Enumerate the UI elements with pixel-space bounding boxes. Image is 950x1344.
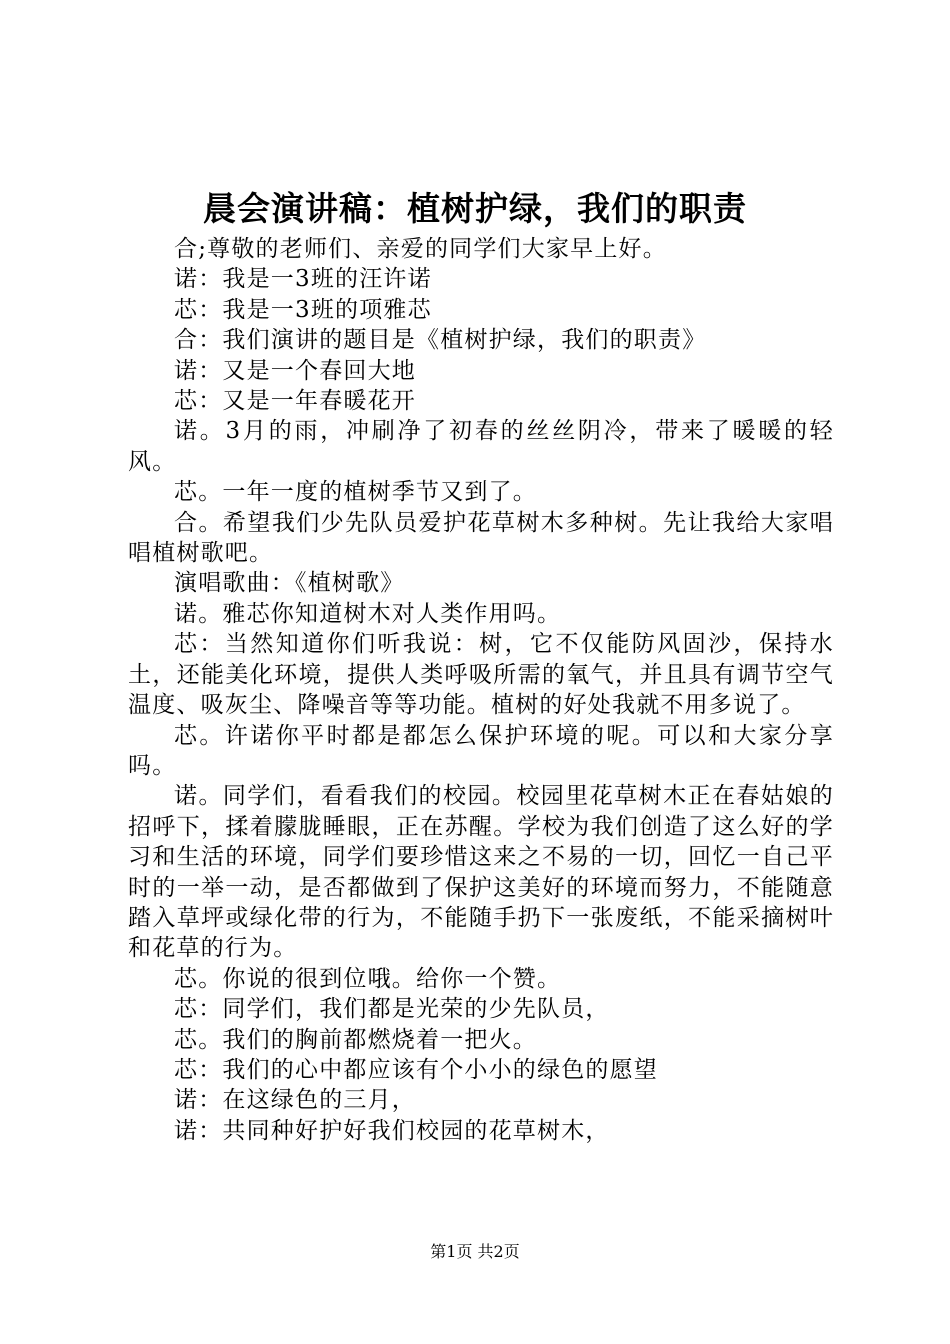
paragraph: 芯：我是一3班的项雅芯	[174, 296, 432, 323]
paragraph: 诺：我是一3班的汪许诺	[174, 266, 432, 293]
paragraph: 芯：又是一年春暖花开	[174, 388, 416, 415]
document-title: 晨会演讲稿：植树护绿，我们的职责	[203, 189, 747, 228]
page-number-footer: 第1页 共2页	[430, 1242, 520, 1261]
paragraph: 合。希望我们少先队员爱护花草树木多种树。先让我给大家唱唱植树歌吧。	[128, 509, 834, 567]
paragraph: 芯。许诺你平时都是都怎么保护环境的呢。可以和大家分享吗。	[128, 722, 834, 779]
paragraph: 诺。同学们，看看我们的校园。校园里花草树木正在春姑娘的招呼下，揉着朦胧睡眼，正在苏醒。学校为我们创造了这么好的学习和生活的环境，同学们要珍惜这来之不易的一切，回忆一自己平时的一举一动，是否都做到了保护这美好的环境而努力，不能随意踏入草坪或绿化带的行为，不能随手扔下一张废纸，不能采摘树叶和花草的行为。	[128, 783, 834, 962]
paragraph: 诺：在这绿色的三月，	[174, 1087, 416, 1114]
paragraph: 诺。3月的雨，冲刷净了初春的丝丝阴冷，带来了暖暖的轻风。	[128, 418, 834, 475]
paragraph: 诺：共同种好护好我们校园的花草树木，	[174, 1117, 610, 1144]
paragraph: 芯：我们的心中都应该有个小小的绿色的愿望	[174, 1056, 658, 1083]
paragraph: 合;尊敬的老师们、亲爱的同学们大家早上好。	[174, 236, 667, 262]
paragraph: 芯。我们的胸前都燃烧着一把火。	[174, 1026, 537, 1053]
paragraph: 芯。你说的很到位哦。给你一个赞。	[174, 965, 562, 992]
paragraph: 演唱歌曲：《植树歌》	[174, 570, 405, 597]
document-body	[128, 234, 834, 1146]
paragraph: 芯。一年一度的植树季节又到了。	[174, 479, 537, 506]
paragraph: 合：我们演讲的题目是《植树护绿，我们的职责》	[174, 327, 707, 354]
paragraph: 芯：当然知道你们听我说：树，它不仅能防风固沙，保持水土，还能美化环境，提供人类呼吸所需的氧气，并且具有调节空气温度、吸灰尘、降噪音等等功能。植树的好处我就不用多说了。	[128, 631, 834, 719]
paragraph: 芯：同学们，我们都是光荣的少先队员，	[174, 996, 610, 1023]
paragraph: 诺：又是一个春回大地	[174, 357, 416, 384]
paragraph: 诺。雅芯你知道树木对人类作用吗。	[174, 600, 562, 627]
